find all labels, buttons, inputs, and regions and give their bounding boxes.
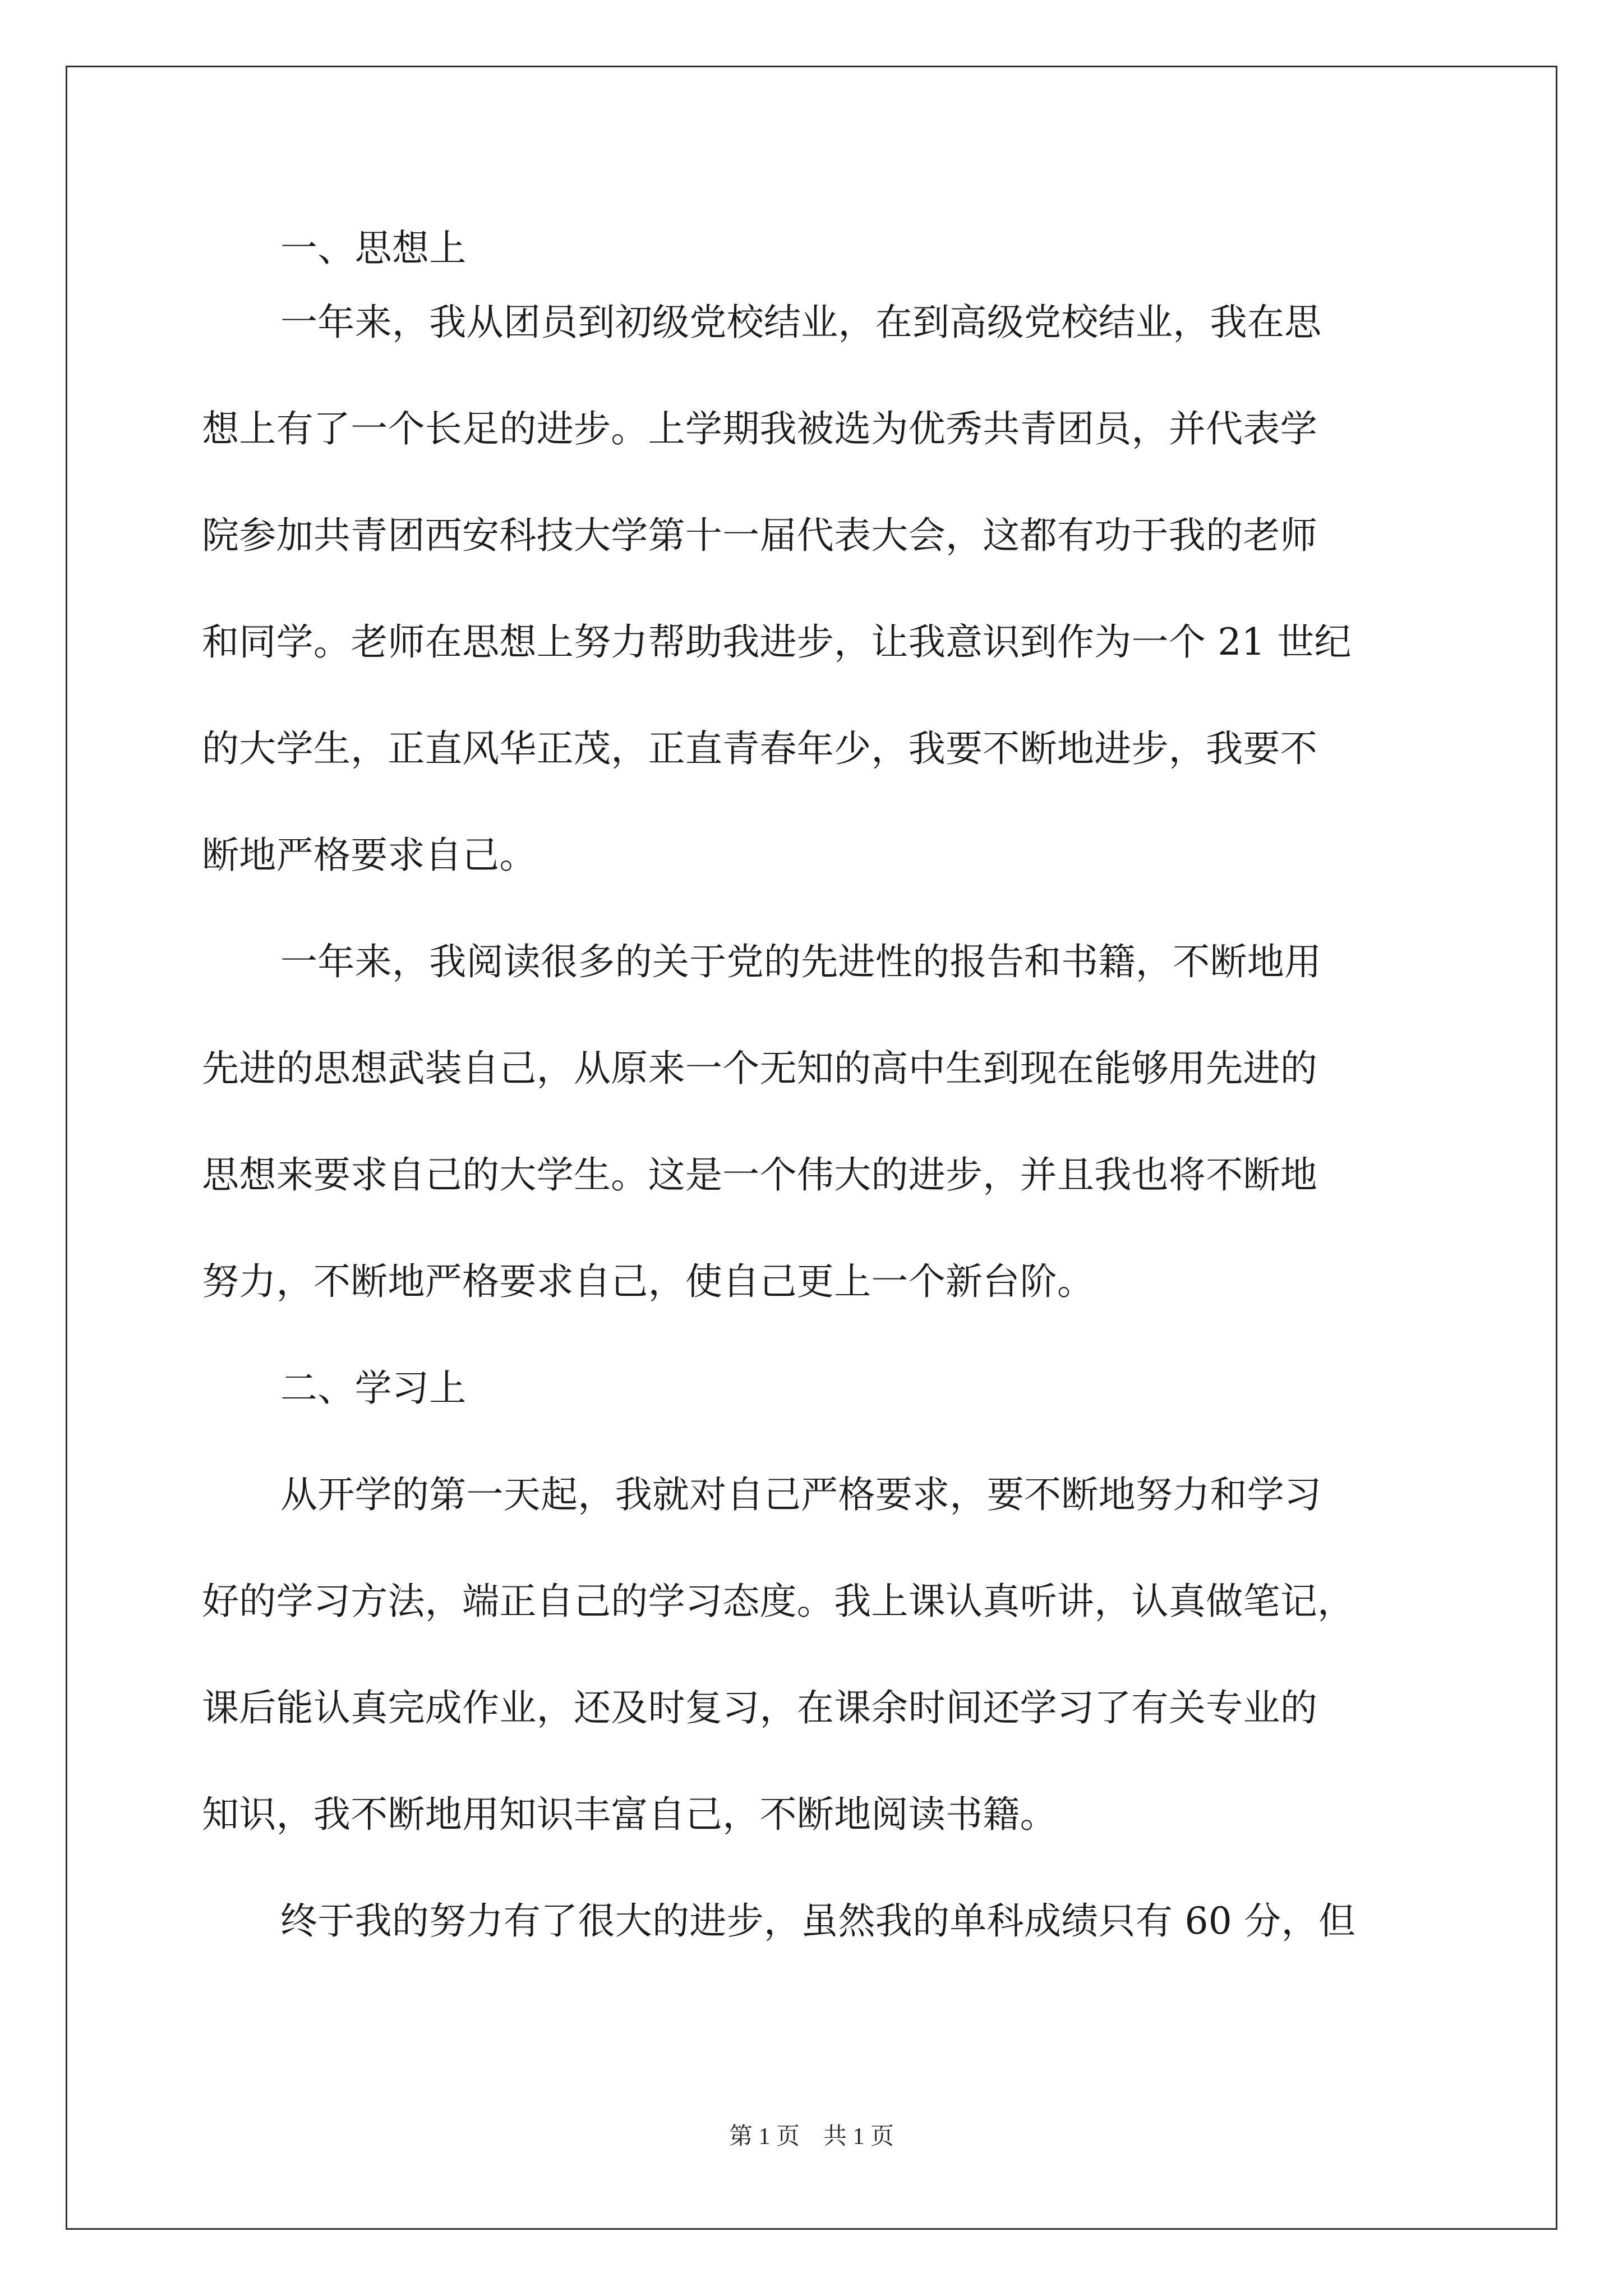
paragraph-line: 院参加共青团西安科技大学第十一届代表大会，这都有功于我的老师	[202, 514, 1317, 557]
paragraph-line: 好的学习方法，端正自己的学习态度。我上课认真听讲，认真做笔记，	[202, 1580, 1355, 1623]
paragraph-line: 知识，我不断地用知识丰富自己，不断地阅读书籍。	[202, 1793, 1057, 1836]
paragraph-line: 想上有了一个长足的进步。上学期我被选为优秀共青团员，并代表学	[202, 407, 1317, 450]
paragraph-line: 课后能认真完成作业，还及时复习，在课余时间还学习了有关专业的	[202, 1686, 1317, 1729]
paragraph-line: 一年来，我阅读很多的关于党的先进性的报告和书籍，不断地用	[280, 940, 1322, 983]
paragraph-line: 从开学的第一天起，我就对自己严格要求，要不断地努力和学习	[280, 1473, 1322, 1516]
paragraph-line: 和同学。老师在思想上努力帮助我进步，让我意识到作为一个 21 世纪	[202, 620, 1352, 664]
paragraph-line: 一年来，我从团员到初级党校结业，在到高级党校结业，我在思	[280, 301, 1322, 344]
page-footer: 第 1 页 共 1 页	[728, 2124, 894, 2150]
section-heading-study: 二、学习上	[280, 1366, 467, 1410]
paragraph-line: 的大学生，正直风华正茂，正直青春年少，我要不断地进步，我要不	[202, 727, 1317, 770]
paragraph-line: 努力，不断地严格要求自己，使自己更上一个新台阶。	[202, 1260, 1095, 1303]
paragraph-line: 终于我的努力有了很大的进步，虽然我的单科成绩只有 60 分，但	[280, 1899, 1356, 1943]
paragraph-line: 思想来要求自己的大学生。这是一个伟大的进步，并且我也将不断地	[202, 1153, 1317, 1197]
paragraph-line: 先进的思想武装自己，从原来一个无知的高中生到现在能够用先进的	[202, 1047, 1317, 1090]
section-heading-thought: 一、思想上	[280, 227, 467, 270]
paragraph-line: 断地严格要求自己。	[202, 834, 537, 877]
